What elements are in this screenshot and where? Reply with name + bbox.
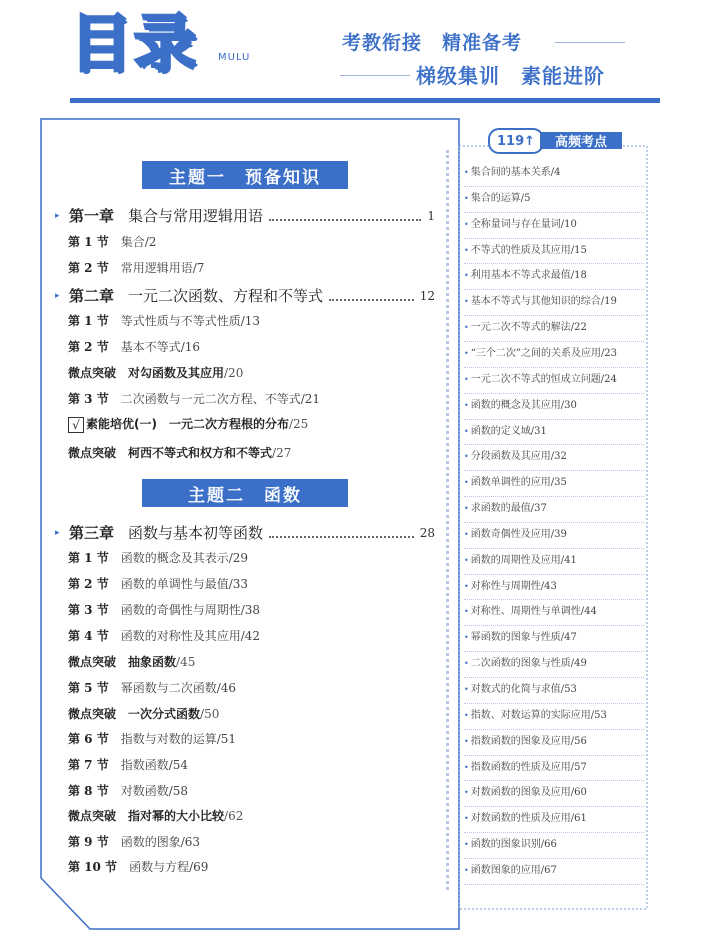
chapter-page: 1: [427, 208, 435, 223]
hot-point-label: 求函数的最值/37: [470, 503, 547, 515]
theme-banner-2: 主题二 函数: [142, 479, 348, 507]
hot-point-item[interactable]: [464, 806, 644, 833]
leader-dots: [269, 219, 421, 221]
bullet-icon: •: [464, 581, 469, 591]
leader-dots: [269, 536, 414, 538]
hot-point-item[interactable]: [464, 703, 644, 730]
bullet-icon: •: [464, 348, 469, 358]
hot-point-label: 二次函数的图象与性质/49: [470, 658, 587, 670]
hot-point-item[interactable]: [464, 186, 644, 213]
theme-banner-1: 主题一 预备知识: [142, 161, 348, 189]
bullet-icon: •: [464, 504, 469, 514]
hot-point-item[interactable]: [464, 212, 644, 239]
bullet-icon: •: [464, 555, 469, 565]
section-item[interactable]: 第 2 节 基本不等式/16: [68, 340, 201, 354]
bullet-icon: •: [464, 814, 469, 824]
hot-point-label: 集合间的基本关系/4: [470, 167, 561, 178]
hot-point-label: 幂函数的图象与性质/47: [470, 632, 577, 644]
hot-point-label: 全称量词与存在量词/10: [470, 218, 577, 230]
hot-point-item[interactable]: [464, 289, 644, 316]
section-item[interactable]: 第 5 节 幂函数与二次函数/46: [68, 681, 237, 695]
chapter-name: 一元二次函数、方程和不等式: [128, 287, 324, 305]
hot-point-label: 函数的周期性及应用/41: [470, 554, 577, 566]
hot-point-label: 指数函数的性质及应用/57: [470, 761, 587, 773]
bullet-icon: •: [464, 219, 469, 229]
chapter-2[interactable]: [55, 285, 435, 306]
hot-point-item[interactable]: [464, 263, 644, 290]
chapter-name: 函数与基本初等函数: [128, 524, 264, 542]
hot-point-label: 对数函数的图象及应用/60: [470, 787, 587, 799]
hot-point-item[interactable]: [464, 315, 644, 342]
slogan-line-2: 梯级集训 素能进阶: [416, 64, 605, 88]
section-item[interactable]: 第 3 节 二次函数与一元二次方程、不等式/21: [68, 392, 321, 406]
bullet-icon: •: [464, 659, 469, 669]
header-bar: [70, 98, 660, 103]
slogan-line-1: 考教衔接 精准备考: [342, 32, 523, 54]
hot-point-label: “三个二次”之间的关系及应用/23: [470, 347, 618, 359]
hot-point-label: 对称性、周期性与单调性/44: [470, 606, 597, 618]
chapter-page: 12: [419, 288, 435, 303]
hot-point-item[interactable]: [464, 444, 644, 471]
hot-point-item[interactable]: [464, 729, 644, 756]
hot-point-item[interactable]: [464, 522, 644, 549]
hot-point-label: 指数函数的图象及应用/56: [470, 735, 587, 747]
bullet-icon: •: [464, 323, 469, 333]
check-icon: √: [68, 417, 84, 433]
hot-point-item[interactable]: [464, 393, 644, 420]
chapter-1[interactable]: [55, 205, 435, 226]
hot-point-item[interactable]: [464, 160, 644, 187]
hot-point-item[interactable]: [464, 651, 644, 678]
hot-point-label: 一元二次不等式的解法/22: [470, 322, 587, 334]
bullet-icon: •: [464, 529, 469, 539]
hot-point-label: 分段函数及其应用/32: [470, 451, 567, 463]
hot-points-title: 高频考点: [540, 132, 622, 149]
breakthrough-item[interactable]: 微点突破 对勾函数及其应用/20: [68, 366, 244, 380]
page-title: 目录: [70, 7, 199, 80]
hot-point-item[interactable]: [464, 341, 644, 368]
chapter-page: 28: [419, 525, 435, 540]
hot-point-label: 一元二次不等式的恒成立问题/24: [470, 373, 617, 385]
bullet-icon: •: [464, 607, 469, 617]
chapter-label: 第一章: [69, 207, 115, 225]
hot-point-label: 对称性与周期性/43: [470, 580, 557, 592]
hot-point-item[interactable]: [464, 832, 644, 859]
bullet-icon: •: [464, 193, 469, 203]
hot-point-item[interactable]: [464, 755, 644, 782]
bullet-icon: •: [464, 762, 469, 772]
bullet-icon: •: [464, 374, 469, 384]
hot-point-item[interactable]: [464, 574, 644, 601]
chapter-name: 集合与常用逻辑用语: [128, 207, 264, 225]
bullet-icon: •: [464, 400, 469, 410]
hot-point-label: 指数、对数运算的实际应用/53: [470, 709, 607, 721]
section-item[interactable]: 第 10 节 函数与方程/69: [68, 860, 209, 874]
hot-point-label: 函数的定义域/31: [470, 425, 547, 437]
triangle-icon: ▸: [55, 527, 60, 538]
hot-point-item[interactable]: [464, 470, 644, 497]
section-item[interactable]: 第 7 节 指数函数/54: [68, 758, 189, 772]
hot-point-item[interactable]: [464, 625, 644, 652]
bullet-icon: •: [464, 426, 469, 436]
bullet-icon: •: [464, 478, 469, 488]
bullet-icon: •: [464, 245, 469, 255]
hot-point-label: 函数的图象识别/66: [470, 839, 557, 851]
breakthrough-item[interactable]: 微点突破 一次分式函数/50: [68, 707, 220, 721]
hot-point-label: 函数的概念及其应用/30: [470, 399, 577, 411]
hot-point-label: 利用基本不等式求最值/18: [470, 270, 587, 282]
hot-point-item[interactable]: [464, 599, 644, 626]
section-item[interactable]: 第 6 节 指数与对数的运算/51: [68, 732, 237, 746]
chapter-label: 第二章: [69, 287, 115, 305]
section-item[interactable]: 第 1 节 函数的概念及其表示/29: [68, 551, 249, 565]
bullet-icon: •: [464, 452, 469, 462]
section-item[interactable]: 第 1 节 集合/2: [68, 235, 157, 249]
hot-points-count-badge: 119↑: [488, 128, 544, 154]
quality-item[interactable]: √ 素能培优(一) 一元二次方程根的分布/25: [68, 415, 308, 433]
section-item[interactable]: 第 2 节 常用逻辑用语/7: [68, 261, 205, 275]
hot-point-label: 函数奇偶性及应用/39: [470, 528, 567, 540]
bullet-icon: •: [464, 788, 469, 798]
hot-point-label: 对数式的化简与求值/53: [470, 684, 577, 695]
section-item[interactable]: 第 8 节 对数函数/58: [68, 784, 189, 798]
section-item[interactable]: 第 4 节 函数的对称性及其应用/42: [68, 629, 261, 643]
triangle-icon: ▸: [55, 290, 60, 301]
bullet-icon: •: [464, 736, 469, 746]
bullet-icon: •: [464, 865, 469, 875]
section-item[interactable]: 第 3 节 函数的奇偶性与周期性/38: [68, 603, 261, 617]
leader-dots: [329, 299, 414, 301]
bullet-icon: •: [464, 840, 469, 850]
breakthrough-item[interactable]: 微点突破 指对幂的大小比较/62: [68, 809, 244, 823]
chapter-3[interactable]: [55, 522, 435, 543]
deco-line: [555, 42, 625, 43]
hot-point-item[interactable]: [464, 238, 644, 265]
hot-point-item[interactable]: [464, 367, 644, 394]
bullet-icon: •: [464, 685, 469, 694]
hot-point-item[interactable]: [464, 677, 644, 704]
hot-point-label: 函数单调性的应用/35: [470, 477, 567, 489]
page-title-pinyin: MULU: [218, 52, 251, 63]
hot-point-item[interactable]: [464, 419, 644, 446]
bullet-icon: •: [464, 168, 469, 177]
section-item[interactable]: 第 1 节 等式性质与不等式性质/13: [68, 314, 261, 328]
hot-point-item[interactable]: [464, 858, 644, 885]
bullet-icon: •: [464, 633, 469, 643]
section-item[interactable]: 第 2 节 函数的单调性与最值/33: [68, 577, 249, 591]
chapter-label: 第三章: [69, 524, 115, 542]
hot-point-label: 集合的运算/5: [470, 192, 531, 204]
hot-point-label: 基本不等式与其他知识的综合/19: [470, 296, 617, 308]
deco-line: [340, 75, 410, 76]
hot-point-label: 对数函数的性质及应用/61: [470, 813, 587, 825]
bullet-icon: •: [464, 297, 469, 307]
hot-point-item[interactable]: [464, 780, 644, 807]
bullet-icon: •: [464, 710, 469, 720]
hot-point-label: 不等式的性质及其应用/15: [470, 244, 587, 256]
breakthrough-item[interactable]: 微点突破 抽象函数/45: [68, 655, 196, 669]
section-item[interactable]: 第 9 节 函数的图象/63: [68, 835, 201, 849]
hot-point-item[interactable]: [464, 496, 644, 523]
hot-point-label: 函数图象的应用/67: [470, 864, 557, 876]
bullet-icon: •: [464, 271, 469, 281]
hot-point-item[interactable]: [464, 548, 644, 575]
triangle-icon: ▸: [55, 210, 60, 221]
column-divider: [446, 150, 449, 890]
breakthrough-item[interactable]: 微点突破 柯西不等式和权方和不等式/27: [68, 446, 292, 460]
